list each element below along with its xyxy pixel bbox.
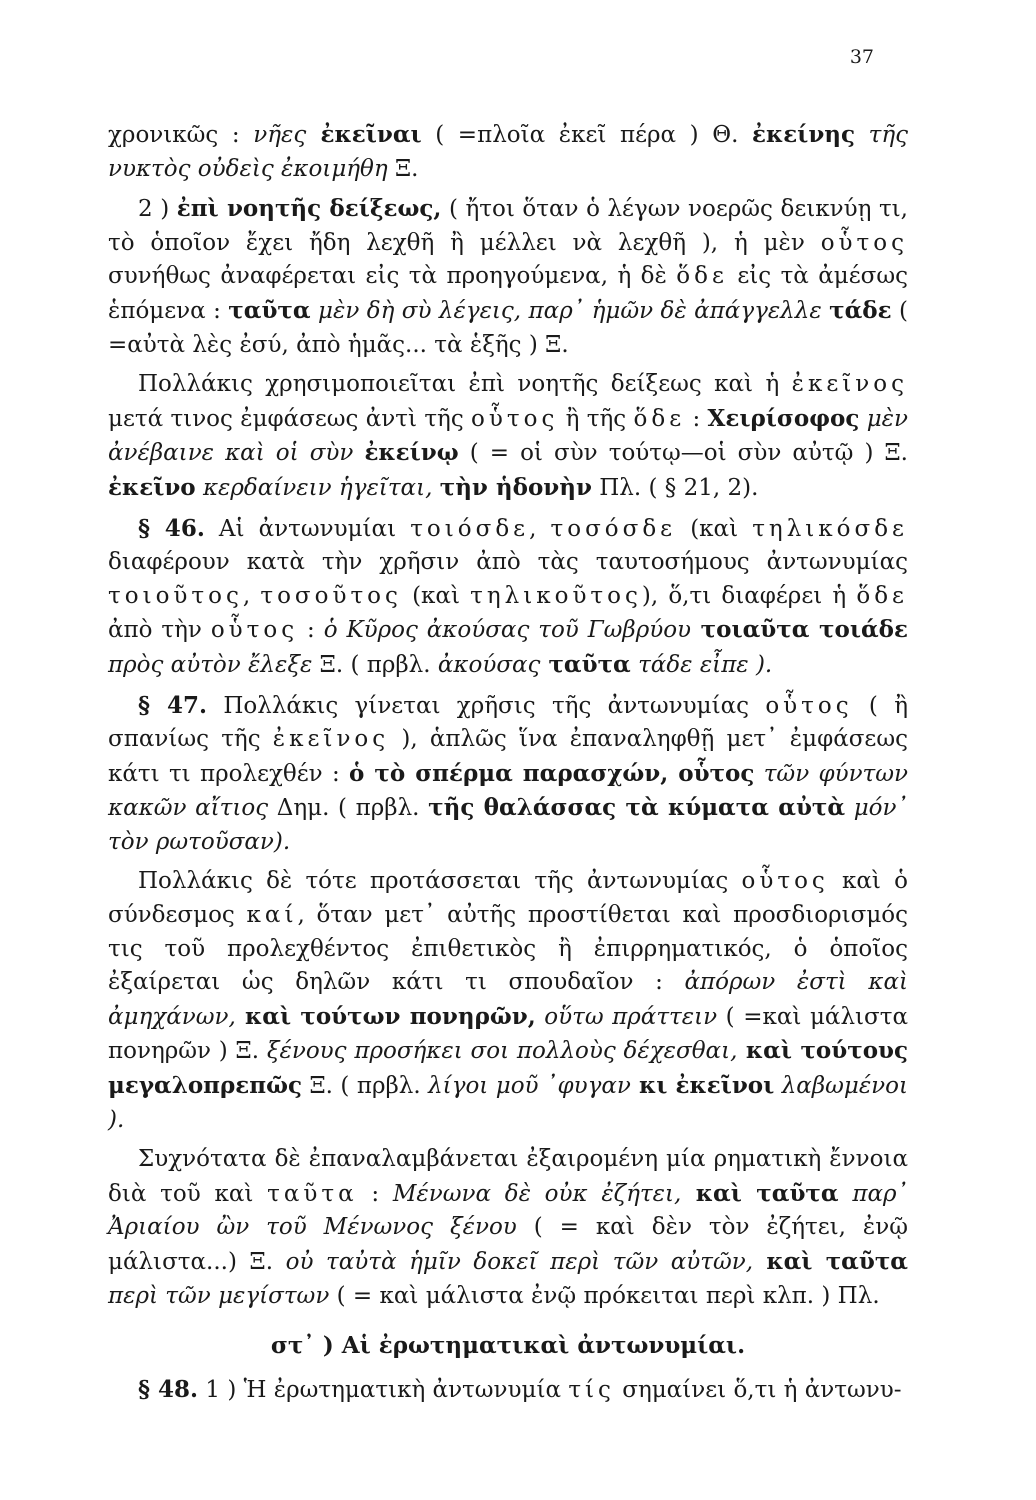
section-46: § 46. Αἱ ἀντωνυμίαι τοιόσδε, τοσόσδε (καὶ τηλικόσδε διαφέρουν κατὰ τὴν χρῆσιν ἀπὸ τὰς ταυτοσήμους ἀντωνυμίας τοιοῦτος, τοσοῦτος (καὶ τηλικοῦτος), ὅ,τι διαφέρει ἡ ὅδε ἀπὸ τὴν οὗτος : ὁ Κῦρος ἀκούσας τοῦ Γωβρύου τοιαῦτα τοιάδε πρὸς αὐτὸν ἔλεξε Ξ. ( πρβλ. ἀκούσας ταῦτα τάδε εἶπε ).	[108, 514, 909, 678]
section-47-number: § 47.	[138, 691, 208, 719]
section-48: § 48. 1 ) Ἡ ἐρωτηματικὴ ἀντωνυμία τίς σημαίνει ὅ,τι ἡ ἀντωνυ-	[138, 1375, 902, 1403]
subsection-heading: στ᾽ ) Αἱ ἐρωτηματικαὶ ἀντωνυμίαι.	[270, 1332, 746, 1360]
paragraph-3: Πολλάκις χρησιμοποιεῖται ἐπὶ νοητῆς δείξεως καὶ ἡ ἐκεῖνος μετά τινος ἐμφάσεως ἀντὶ τῆς οὗτος ἢ τῆς ὅδε : Χειρίσοφος μὲν ἀνέβαινε καὶ οἱ σὺν ἐκείνῳ ( = οἱ σὺν τούτῳ—οἱ σὺν αὐτῷ ) Ξ. ἐκεῖνο κερδαίνειν ἡγεῖται, τὴν ἡδονὴν Πλ. ( § 21, 2).	[108, 371, 908, 501]
page-number: 37	[849, 46, 874, 68]
paragraph-6: Πολλάκις δὲ τότε προτάσσεται τῆς ἀντωνυμίας οὗτος καὶ ὁ σύνδεσμος καί, ὅταν μετ᾽ αὐτῆς προστίθεται καὶ προσδιορισμός τις τοῦ προλεχθέντος ἐπιθετικὸς ἢ ἐπιρρηματικός, ὁ ὁποῖος ἐξαίρεται ὡς δηλῶν κάτι τι σπουδαῖον : ἀπόρων ἐστὶ καὶ ἀμηχάνων, καὶ τούτων πονηρῶν, οὕτω πράττειν ( =καὶ μάλιστα πονηρῶν ) Ξ. ξένους προσήκει σοι πολλοὺς δέχεσθαι, καὶ τούτους μεγαλοπρεπῶς Ξ. ( πρβλ. λίγοι μοῦ ᾽φυγαν κι ἐκεῖνοι λαβωμένοι ).	[108, 868, 909, 1133]
section-48-number: § 48.	[138, 1375, 199, 1403]
paragraph-2: 2 ) ἐπὶ νοητῆς δείξεως, ( ἤτοι ὅταν ὁ λέγων νοερῶς δεικνύῃ τι, τὸ ὁποῖον ἔχει ἤδη λεχθῆ ἢ μέλλει νὰ λεχθῆ ), ἡ μὲν οὗτος συνήθως ἀναφέρεται εἰς τὰ προηγούμενα, ἡ δὲ ὅδε εἰς τὰ ἀμέσως ἑπόμενα : ταῦτα μὲν δὴ σὺ λέγεις, παρ᾽ ἡμῶν δὲ ἀπάγγελλε τάδε ( =αὐτὰ λὲς ἐσύ, ἀπὸ ἡμᾶς... τὰ ἑξῆς ) Ξ.	[108, 195, 908, 358]
paragraph-1: χρονικῶς : νῆες ἐκεῖναι ( =πλοῖα ἐκεῖ πέρα ) Θ. ἐκείνης τῆς νυκτὸς οὐδεὶς ἐκοιμήθη Ξ.	[108, 121, 908, 182]
section-46-number: § 46.	[138, 514, 205, 542]
body-text	[108, 118, 908, 1407]
section-47: § 47. Πολλάκις γίνεται χρῆσις τῆς ἀντωνυμίας οὗτος ( ἢ σπανίως τῆς ἐκεῖνος ), ἁπλῶς ἵνα ἐπαναληφθῇ μετ᾽ ἐμφάσεως κάτι τι προλεχθέν : ὁ τὸ σπέρμα παρασχών, οὗτος τῶν φύντων κακῶν αἴτιος Δημ. ( πρβλ. τῆς θαλάσσας τὰ κύματα αὐτὰ μόν᾽ τὸν ρωτοῦσαν).	[108, 691, 909, 855]
paragraph-7: Συχνότατα δὲ ἐπαναλαμβάνεται ἐξαιρομένη μία ρηματικὴ ἔννοια διὰ τοῦ καὶ ταῦτα : Μένωνα δὲ οὐκ ἐζήτει, καὶ ταῦτα παρ᾽ Ἀριαίου ὢν τοῦ Μένωνος ξένου ( = καὶ δὲν τὸν ἐζήτει, ἐνῷ μάλιστα...) Ξ. οὐ ταὐτὰ ἡμῖν δοκεῖ περὶ τῶν αὐτῶν, καὶ ταῦτα περὶ τῶν μεγίστων ( = καὶ μάλιστα ἐνῷ πρόκειται περὶ κλπ. ) Πλ.	[108, 1146, 909, 1309]
